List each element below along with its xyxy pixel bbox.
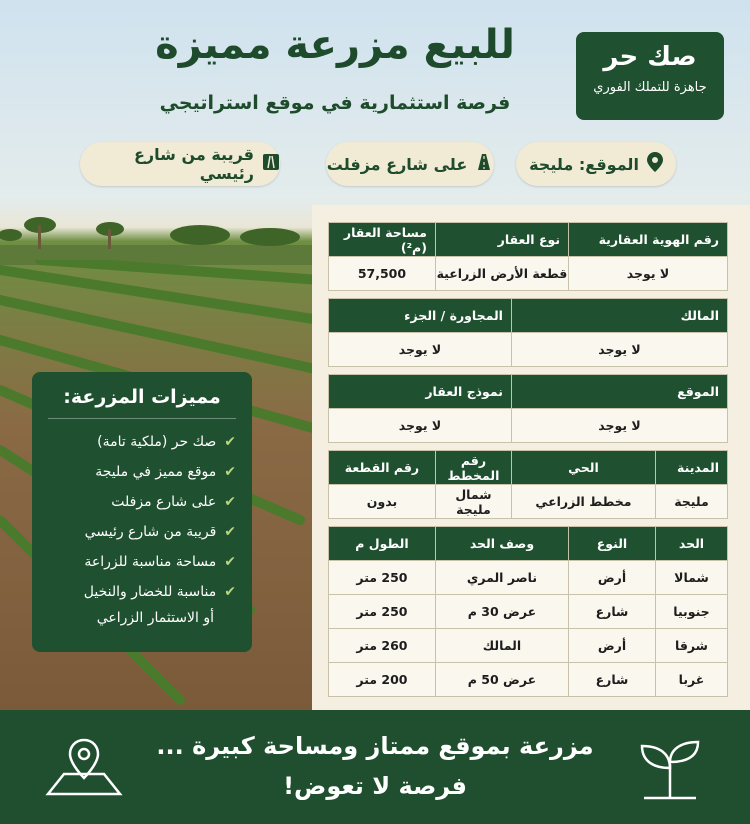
pill-location-label: الموقع: مليجة xyxy=(529,154,639,174)
property-details-table xyxy=(328,222,728,697)
footer-banner xyxy=(0,710,750,824)
table-row: جنوبيا شارع عرض 30 م 250 متر xyxy=(329,595,728,629)
header-property-type: نوع العقار xyxy=(435,223,568,257)
palm-trees-image xyxy=(0,205,320,265)
value-plan-number: شمال مليجة xyxy=(435,485,511,519)
road-lane-icon xyxy=(475,153,493,175)
footer-line-1: مزرعة بموقع ممتاز ومساحة كبيرة ... xyxy=(156,732,594,760)
header-area: مساحة العقار (م²) xyxy=(329,223,436,257)
value-location: لا يوجد xyxy=(511,409,727,443)
feature-item-continuation: أو الاستثمار الزراعي xyxy=(96,610,214,626)
check-icon: ✔ xyxy=(224,464,236,480)
header-plan-number: رقم المخطط xyxy=(435,451,511,485)
value-property-type: قطعة الأرض الزراعية xyxy=(435,257,568,291)
pill-location xyxy=(516,142,676,186)
deed-badge-title: صك حر xyxy=(603,42,697,72)
value-plot-number: بدون xyxy=(329,485,436,519)
header-city: المدينة xyxy=(655,451,727,485)
header-boundary-type: النوع xyxy=(569,527,656,561)
value-district: مخطط الزراعي xyxy=(511,485,655,519)
map-location-icon xyxy=(44,734,124,804)
header-boundary-length: الطول م xyxy=(329,527,436,561)
pill-paved-road-label: على شارع مزفلت xyxy=(326,154,468,174)
value-neighborhood-part: لا يوجد xyxy=(329,333,512,367)
pill-main-road-label: قريبة من شارع رئيسي xyxy=(134,145,254,183)
pill-main-road xyxy=(80,142,280,186)
check-icon: ✔ xyxy=(224,554,236,570)
footer-line-2: فرصة لا تعوض! xyxy=(283,772,467,800)
deed-badge xyxy=(576,32,724,120)
check-icon: ✔ xyxy=(224,584,236,600)
table-row: غربا شارع عرض 50 م 200 متر xyxy=(329,663,728,697)
header-district: الحي xyxy=(511,451,655,485)
value-city: مليجة xyxy=(655,485,727,519)
info-pills xyxy=(80,142,680,186)
features-title: مميزات المزرعة: xyxy=(48,386,236,419)
table-row: شمالا أرض ناصر المري 250 متر xyxy=(329,561,728,595)
feature-item: ✔ صك حر (ملكية تامة) xyxy=(48,427,236,457)
header-plot-number: رقم القطعة xyxy=(329,451,436,485)
feature-item: ✔ موقع مميز في مليجة xyxy=(48,457,236,487)
value-area: 57,500 xyxy=(329,257,436,291)
header-boundary: الحد xyxy=(655,527,727,561)
page-subtitle: فرصة استثمارية في موقع استراتيجي xyxy=(159,92,511,114)
feature-item: ✔ على شارع مزفلت xyxy=(48,487,236,517)
check-icon: ✔ xyxy=(224,524,236,540)
check-icon: ✔ xyxy=(224,434,236,450)
table-row: شرقا أرض المالك 260 متر xyxy=(329,629,728,663)
check-icon: ✔ xyxy=(224,494,236,510)
value-owner: لا يوجد xyxy=(511,333,727,367)
pill-paved-road xyxy=(326,142,494,186)
feature-item: ✔ مساحة مناسبة للزراعة xyxy=(48,547,236,577)
feature-item: ✔ قريبة من شارع رئيسي xyxy=(48,517,236,547)
deed-badge-subtitle: جاهزة للتملك الفوري xyxy=(593,80,707,95)
sprout-icon xyxy=(630,736,710,804)
map-pin-icon xyxy=(647,152,663,176)
feature-item: ✔ مناسبة للخضار والنخيل xyxy=(48,581,236,603)
header-property-id: رقم الهوية العقارية xyxy=(569,223,728,257)
header-property-model: نموذج العقار xyxy=(329,375,512,409)
header-owner: المالك xyxy=(511,299,727,333)
header-boundary-description: وصف الحد xyxy=(435,527,568,561)
features-box xyxy=(32,372,252,652)
value-property-id: لا يوجد xyxy=(569,257,728,291)
header-location: الموقع xyxy=(511,375,727,409)
road-icon xyxy=(262,153,280,175)
page-title: للبيع مزرعة مميزة xyxy=(155,22,515,68)
header-neighborhood-part: المجاورة / الجزء xyxy=(329,299,512,333)
value-property-model: لا يوجد xyxy=(329,409,512,443)
